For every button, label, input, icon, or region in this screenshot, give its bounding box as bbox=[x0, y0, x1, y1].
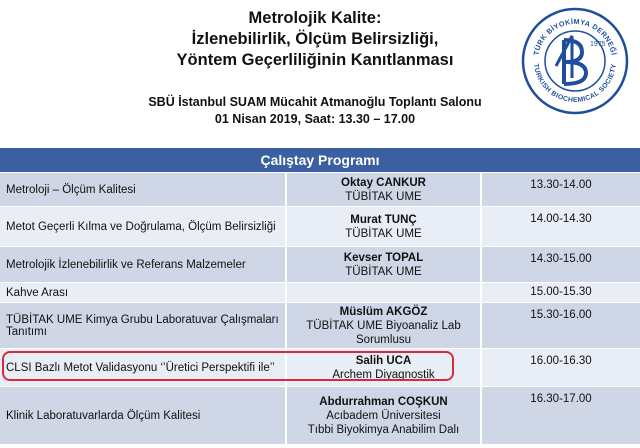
time-cell: 16.30-17.00 bbox=[481, 387, 640, 445]
time-cell: 14.30-15.00 bbox=[481, 247, 640, 283]
speaker-cell bbox=[286, 207, 481, 247]
topic-cell: TÜBİTAK UME Kimya Grubu Laboratuvar Çalışmaları Tanıtımı bbox=[0, 303, 286, 349]
topic-cell: Klinik Laboratuvarlarda Ölçüm Kalitesi bbox=[0, 387, 286, 445]
highlight-box bbox=[2, 351, 454, 381]
table-row bbox=[0, 303, 640, 349]
speaker-cell bbox=[286, 387, 481, 445]
speaker-cell bbox=[286, 173, 481, 207]
svg-text:TÜRK BİYOKİMYA DERNEĞİ bbox=[531, 17, 618, 56]
speaker-name: Oktay CANKUR bbox=[341, 176, 426, 189]
topic-cell: CLSI Bazlı Metot Validasyonu ‘’Üretici Perspektifi ile’’ bbox=[0, 349, 286, 387]
speaker-affiliation: TÜBİTAK UME bbox=[345, 227, 422, 240]
time-cell: 15.00-15.30 bbox=[481, 283, 640, 303]
time-cell: 15.30-16.00 bbox=[481, 303, 640, 349]
speaker-affiliation: Tıbbi Biyokimya Anabilim Dalı bbox=[307, 423, 460, 436]
event-title bbox=[150, 8, 480, 71]
speaker-name: Salih UCA bbox=[355, 354, 412, 367]
speaker-name: Müslüm AKGÖZ bbox=[339, 305, 428, 318]
event-venue-block bbox=[120, 94, 510, 128]
time-cell: 16.00-16.30 bbox=[481, 349, 640, 387]
table-row bbox=[0, 387, 640, 445]
header bbox=[0, 0, 640, 148]
time-cell: 14.00-14.30 bbox=[481, 207, 640, 247]
speaker-affiliation: Acıbadem Üniversitesi bbox=[326, 409, 441, 422]
logo-year: 1975 bbox=[590, 41, 606, 48]
topic-cell: Metrolojik İzlenebilirlik ve Referans Malzemeler bbox=[0, 247, 286, 283]
topic-cell: Metroloji – Ölçüm Kalitesi bbox=[0, 173, 286, 207]
speaker-affiliation: TÜBİTAK UME bbox=[345, 265, 422, 278]
speaker-name: Murat TUNÇ bbox=[350, 213, 417, 226]
table-row bbox=[0, 207, 640, 247]
title-line: Metrolojik Kalite: bbox=[248, 9, 382, 27]
table-row bbox=[0, 247, 640, 283]
table-row bbox=[0, 283, 640, 303]
speaker-affiliation: TÜBİTAK UME Biyoanaliz Lab bbox=[306, 319, 461, 332]
time-cell: 13.30-14.00 bbox=[481, 173, 640, 207]
topic-cell: Metot Geçerli Kılma ve Doğrulama, Ölçüm Belirsizliği bbox=[0, 207, 286, 247]
title-line: İzlenebilirlik, Ölçüm Belirsizliği, bbox=[191, 30, 439, 48]
speaker-affiliation: TÜBİTAK UME bbox=[345, 190, 422, 203]
title-line: Yöntem Geçerliliğinin Kanıtlanması bbox=[176, 51, 454, 69]
logo-text-top: TÜRK BİYOKİMYA DERNEĞİ bbox=[531, 16, 619, 57]
speaker-name: Abdurrahman COŞKUN bbox=[319, 395, 448, 408]
table-row bbox=[0, 173, 640, 207]
schedule-table bbox=[0, 172, 640, 445]
program-title-bar: Çalıştay Programı bbox=[0, 148, 640, 172]
speaker-affiliation: Archem Diyagnostik bbox=[332, 368, 435, 381]
speaker-cell bbox=[286, 283, 481, 303]
speaker-cell bbox=[286, 303, 481, 349]
logo-text-bottom: TURKISH BIOCHEMICAL SOCIETY bbox=[532, 63, 618, 105]
event-venue: SBÜ İstanbul SUAM Mücahit Atmanoğlu Toplantı Salonu bbox=[148, 95, 482, 109]
topic-cell: Kahve Arası bbox=[0, 283, 286, 303]
society-logo bbox=[520, 6, 630, 116]
event-date: 01 Nisan 2019, Saat: 13.30 – 17.00 bbox=[214, 112, 416, 126]
speaker-cell bbox=[286, 247, 481, 283]
speaker-affiliation: Sorumlusu bbox=[356, 333, 411, 346]
speaker-name: Kevser TOPAL bbox=[343, 251, 424, 264]
